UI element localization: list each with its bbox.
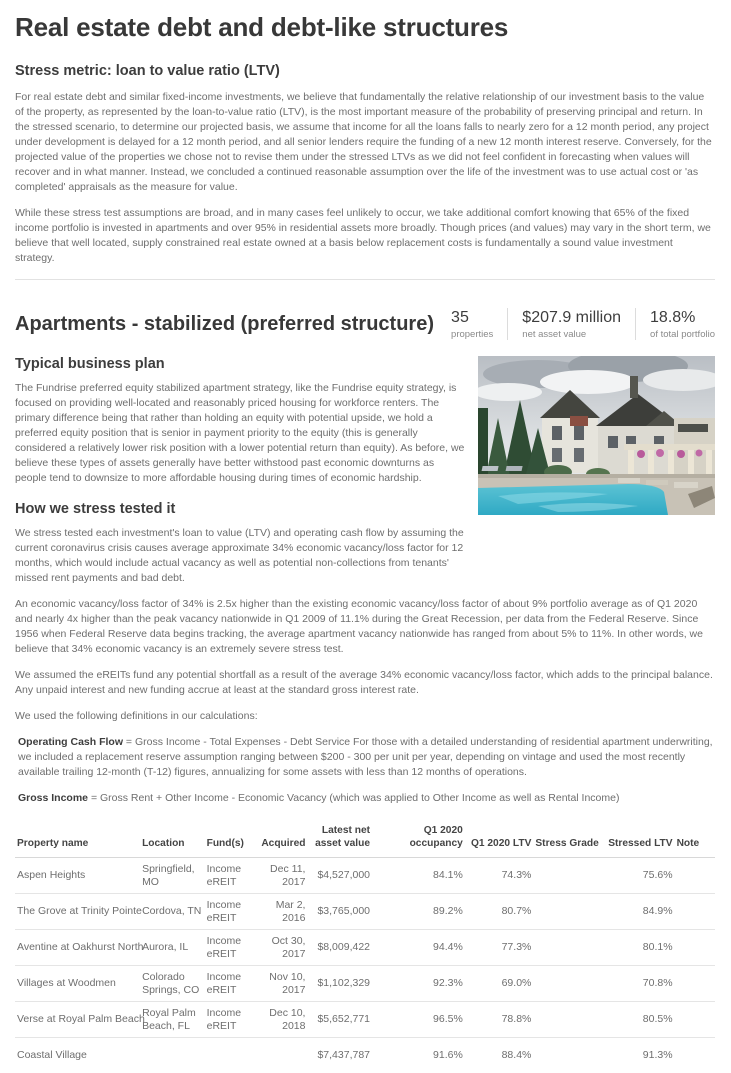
stat-net-asset-value-value: $207.9 million (522, 308, 622, 326)
table-header-row (15, 820, 715, 858)
col-q1-ltv: Q1 2020 LTV (465, 820, 534, 858)
table-row (15, 1002, 715, 1038)
col-latest-nav: Latest net asset value (307, 820, 372, 858)
properties-table (15, 820, 715, 1073)
cell-stress-grade (533, 1038, 602, 1073)
cell-stressed-ltv: 80.5% (602, 1002, 675, 1038)
table-row (15, 930, 715, 966)
cell-property: Coastal Village (17, 1049, 87, 1062)
cell-funds: Income eREIT (205, 858, 255, 894)
cell-acquired: Oct 30, 2017 (255, 930, 307, 966)
cell-acquired: Mar 2, 2016 (255, 894, 307, 930)
stress-test-paragraph-1: We stress tested each investment's loan to value (LTV) and operating cash flow by assuming the current coronavirus crisis causes average approximate 34% economic vacancy/loss factor for 12 months, which would include actual vacancy as well as potential non-collections from tenants' missed rent payments and bad debt. (15, 527, 464, 585)
cell-funds: Income eREIT (205, 894, 255, 930)
cell-funds: Income eREIT (205, 930, 255, 966)
cell-occupancy: 89.2% (372, 894, 465, 930)
cell-ltv: 88.4% (501, 1049, 532, 1062)
stress-metric-paragraph-2: While these stress test assumptions are broad, and in many cases feel unlikely to occur, we take additional comfort knowing that 65% of the fixed income portfolio is invested in apartments and over 95% in residential assets more broadly. Though prices (and values) may vary in the short term, we believe that well located, supply constrained real estate owned at a basis below replacement costs is fundamentally a sound value investment strategy. (15, 206, 711, 264)
cell-acquired (255, 1038, 307, 1073)
col-location: Location (140, 820, 205, 858)
stress-test-heading: How we stress tested it (15, 501, 176, 518)
business-plan-heading: Typical business plan (15, 356, 165, 373)
apartments-stats (451, 308, 715, 340)
definitions-intro: We used the following definitions in our calculations: (15, 710, 258, 723)
cell-ltv: 77.3% (465, 930, 534, 966)
section-divider (15, 279, 715, 280)
cell-location: Springfield, MO (140, 858, 205, 894)
table-row (15, 966, 715, 1002)
cell-stressed-ltv: 91.3% (642, 1049, 673, 1062)
cell-occupancy: 96.5% (372, 1002, 465, 1038)
definition-operating-cash-flow (15, 735, 715, 780)
cell-property: The Grove at Trinity Pointe (15, 894, 140, 930)
col-funds: Fund(s) (205, 820, 255, 858)
cell-ltv: 78.8% (465, 1002, 534, 1038)
table-row (15, 1038, 715, 1073)
cell-nav: $5,652,771 (307, 1002, 372, 1038)
cell-property: Verse at Royal Palm Beach (15, 1002, 140, 1038)
col-stressed-ltv: Stressed LTV (602, 820, 675, 858)
definition-term: Operating Cash Flow (18, 736, 124, 749)
cell-stress-grade (533, 894, 602, 930)
cell-nav: $7,437,787 (317, 1049, 371, 1062)
cell-stressed-ltv: 84.9% (602, 894, 675, 930)
report-page (0, 13, 731, 1073)
apartments-heading: Apartments - stabilized (preferred structure) (15, 312, 434, 335)
cell-stress-grade (533, 966, 602, 1002)
page-title: Real estate debt and debt-like structures (15, 12, 509, 42)
table-row (15, 894, 715, 930)
cell-nav: $4,527,000 (307, 858, 372, 894)
business-plan-paragraph: The Fundrise preferred equity stabilized apartment strategy, like the Fundrise equity strategy, is focused on providing well-located and reasonably priced housing for workforce renters. The primary difference being that rather than holding an equity with potential upside, we hold a preferred equity position that is senior in payment priority to the equity (this is generally considered a relatively lower risk position with a lower potential return than equity). As before, we believe these types of assets generally have better withstood past economic downturns as people tend to downsize to more affordable housing during times of economic hardship. (15, 382, 465, 485)
cell-occupancy: 92.3% (372, 966, 465, 1002)
definition-gross-income (15, 791, 715, 806)
cell-stress-grade (533, 930, 602, 966)
cell-location: Aurora, IL (140, 930, 205, 966)
stat-portfolio-share-value: 18.8% (650, 308, 696, 326)
stress-metric-paragraph-1: For real estate debt and similar fixed-income investments, we believe that fundamentally the relative relationship of our investment basis to the value of the property, as represented by the loan-to-value ratio (LTV), is the most important measure of the probability of preserving principal and return. In the stressed scenario, to determine our projected basis, we assume that income for all the loans falls to nearly zero for a 12 month period, any project under development is delayed for a 12 month period, and all senior lenders require the funding of a new 12 month interest reserve. Conversely, for the projected value of the properties we chose not to revise them under the stressed LTVs as we did not feel confident in forecasting when values will recover and in what manner. Instead, we concluded a continued reasonable assumption over the life of the investment was to use actual cost or 'as completed' appraisals as the measure for value. (15, 90, 712, 193)
stat-net-asset-value (507, 308, 635, 340)
cell-location: Cordova, TN (140, 894, 205, 930)
cell-property: Aventine at Oakhurst North (15, 930, 140, 966)
cell-funds: Income eREIT (205, 966, 255, 1002)
cell-note (675, 1002, 715, 1038)
cell-stress-grade (533, 858, 602, 894)
cell-funds: Income eREIT (205, 1002, 255, 1038)
cell-acquired: Dec 10, 2018 (255, 1002, 307, 1038)
definition-term: Gross Income (18, 792, 89, 805)
stress-test-paragraph-2: An economic vacancy/loss factor of 34% is 2.5x higher than the existing economic vacancy/loss factor of about 9% portfolio average as of Q1 2020 and nearly 4x higher than the peak vacancy nationwide in Q1 2009 of 11.1% during the Great Recession, per data from the Federal Reserve. Since 1956 when Federal Reserve data begins tracking, the average apartment vacancy nationwide has ranged from about 5% to 11%. In other words, we believe that 34% economic vacancy is an extremely severe stress test. (15, 598, 703, 656)
cell-ltv: 80.7% (465, 894, 534, 930)
col-note: Note (675, 820, 715, 858)
cell-property: Aspen Heights (15, 858, 140, 894)
cell-location: Colorado Springs, CO (140, 966, 205, 1002)
cell-ltv: 74.3% (465, 858, 534, 894)
cell-note (675, 858, 715, 894)
table-row (15, 858, 715, 894)
definition-text: = Gross Rent + Other Income - Economic Vacancy (which was applied to Other Income as well as Rental Income) (88, 792, 620, 805)
definition-text: = Gross Income - Total Expenses - Debt Service For those with a detailed understanding of residential apartment underwriting, we included a replacement reserve assumption ranging between $200 - 300 per unit per year, depending on vintage and used the most recently available trailing 12-month (T-12) figures, annualizing for some assets with less than 12 months of operations. (18, 736, 713, 779)
apartment-complex-photo (478, 356, 715, 515)
stat-properties-value: 35 (451, 308, 469, 326)
apartments-section-header (15, 308, 715, 340)
cell-occupancy: 94.4% (372, 930, 465, 966)
col-q1-occupancy: Q1 2020 occupancy (372, 820, 465, 858)
col-acquired: Acquired (255, 820, 307, 858)
cell-occupancy: 91.6% (433, 1049, 463, 1062)
stat-properties (451, 308, 507, 340)
col-property-name: Property name (15, 820, 140, 858)
col-stress-grade: Stress Grade (533, 820, 602, 858)
stat-portfolio-share-label: of total portfolio (650, 329, 715, 341)
cell-stressed-ltv: 75.6% (602, 858, 675, 894)
cell-funds (205, 1038, 255, 1073)
cell-note (675, 894, 715, 930)
cell-stress-grade (533, 1002, 602, 1038)
stress-test-paragraph-3: We assumed the eREITs fund any potential shortfall as a result of the average 34% economic vacancy/loss factor, which adds to the principal balance. Any unpaid interest and new funding accrue at least at the standard gross interest rate. (15, 669, 713, 697)
stat-properties-label: properties (451, 329, 494, 341)
cell-property: Villages at Woodmen (15, 966, 140, 1002)
cell-note (675, 930, 715, 966)
cell-nav: $3,765,000 (307, 894, 372, 930)
cell-location (140, 1038, 205, 1073)
stat-portfolio-share (635, 308, 715, 340)
cell-stressed-ltv: 70.8% (602, 966, 675, 1002)
cell-note (675, 1038, 715, 1073)
cell-stressed-ltv: 80.1% (602, 930, 675, 966)
stat-net-asset-value-label: net asset value (522, 329, 587, 341)
cell-acquired: Nov 10, 2017 (255, 966, 307, 1002)
cell-nav: $1,102,329 (307, 966, 372, 1002)
cell-acquired: Dec 11, 2017 (255, 858, 307, 894)
cell-note (675, 966, 715, 1002)
stress-metric-heading: Stress metric: loan to value ratio (LTV) (15, 62, 280, 79)
cell-ltv: 69.0% (465, 966, 534, 1002)
business-plan-and-photo (15, 356, 715, 586)
business-plan-column (15, 356, 478, 586)
cell-occupancy: 84.1% (372, 858, 465, 894)
cell-nav: $8,009,422 (307, 930, 372, 966)
cell-location: Royal Palm Beach, FL (140, 1002, 205, 1038)
